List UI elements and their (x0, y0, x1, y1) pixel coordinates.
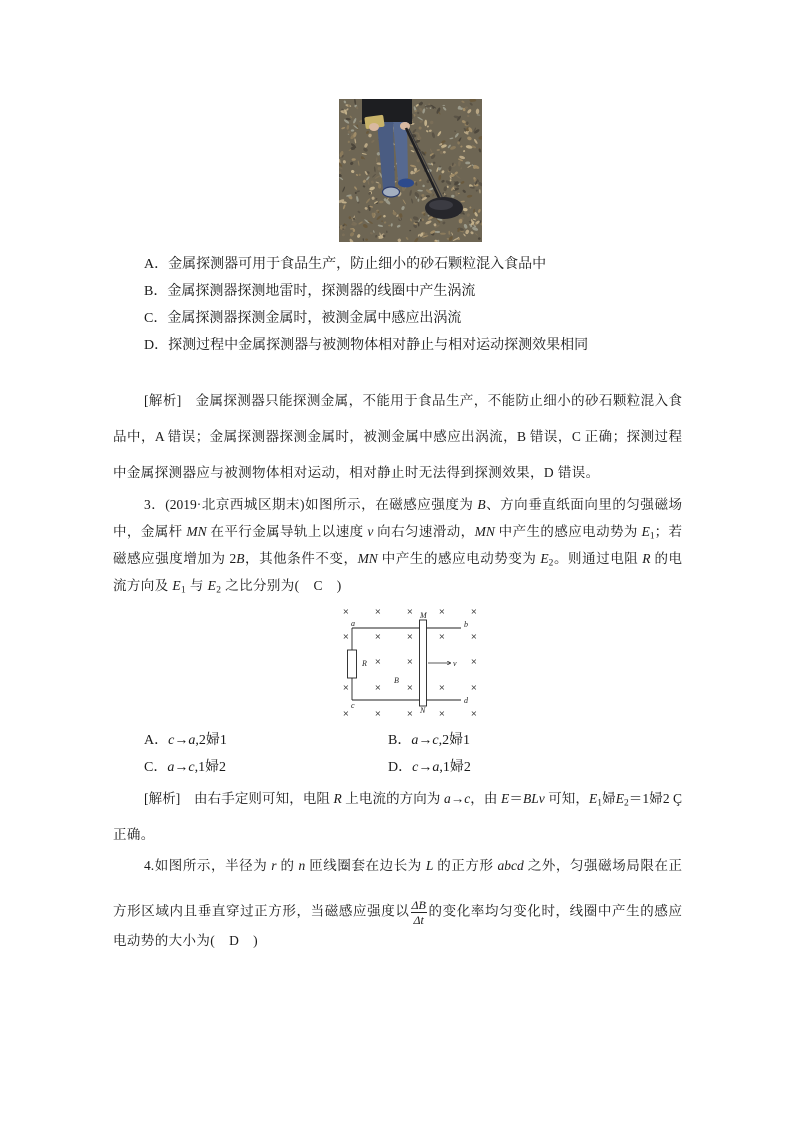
q3-stem-line-4 (113, 576, 342, 600)
q3-option-a (144, 731, 227, 751)
resistor (348, 650, 357, 678)
text-run: 。则通过电阻 (553, 551, 643, 566)
fraction (411, 899, 427, 926)
leaf (426, 195, 430, 197)
fraction-denominator: Δt (413, 913, 424, 927)
text-run: [解析] (144, 393, 182, 408)
q3-analysis-line-1 (144, 789, 682, 813)
math-variable: BLv (522, 791, 545, 806)
text-run: 上电流的方向为 (341, 791, 444, 806)
math-variable: c (188, 760, 195, 775)
math-variable: E (501, 791, 510, 806)
math-variable: c (464, 791, 471, 806)
math-variable: B (477, 497, 486, 512)
field-cross: × (374, 607, 382, 616)
text-run: ,1婦2 (439, 760, 471, 775)
text-run: 品中，A 错误；金属探测器探测金属时，被测金属中感应出涡流，B 错误，C 正确；探测过程 (113, 429, 682, 444)
detector-coil-highlight (429, 200, 453, 210)
field-cross: × (406, 709, 414, 718)
text-run: 之外，匀强磁场局限在正 (523, 858, 683, 873)
label-b-field: B (394, 676, 399, 685)
text-run: ,2婦1 (195, 733, 227, 748)
math-variable: a (188, 733, 196, 748)
text-run: D． (388, 760, 413, 775)
field-cross: × (342, 632, 350, 641)
text-run: 金属探测器只能探测金属，不能用于食品生产，不能防止细小的砂石颗粒混入食 (181, 393, 683, 408)
math-variable: a (443, 791, 451, 806)
circuit-diagram (330, 600, 490, 725)
text-run: ＝ (509, 791, 523, 806)
q4-stem-line-2 (113, 899, 682, 926)
math-variable: E (172, 578, 182, 593)
math-variable: MN (357, 551, 378, 566)
text-run: 正确。 (113, 827, 155, 842)
text-run: 的电 (650, 551, 683, 566)
text-run: 电动势的大小为( D ) (113, 933, 259, 948)
label-d: d (464, 696, 468, 705)
math-variable: R (333, 791, 342, 806)
text-run: ,1婦2 (194, 760, 227, 775)
text-run: 由右手定则可知，电阻 (180, 791, 334, 806)
math-variable: a (411, 733, 419, 748)
leaf (442, 105, 445, 106)
field-cross: × (374, 683, 382, 692)
left-shoe (383, 187, 400, 197)
field-cross: × (406, 607, 414, 616)
field-cross: × (342, 607, 350, 616)
option-c: C．金属探测器探测金属时，被测金属中感应出涡流 (144, 311, 462, 326)
label-v: v (453, 659, 457, 668)
math-variable: a (167, 760, 175, 775)
math-variable: n (298, 858, 306, 873)
label-r: R (362, 659, 367, 668)
text-run: ，由 (470, 791, 501, 806)
subscript: 1 (181, 585, 187, 596)
option-a: A．金属探测器可用于食品生产，防止细小的砂石颗粒混入食品中 (144, 257, 547, 272)
math-variable: c (432, 733, 439, 748)
q3-stem-line-3 (113, 549, 682, 573)
text-run: 3．(2019·北京西城区期末)如图所示，在磁感应强度为 (144, 497, 478, 512)
field-cross: × (406, 657, 414, 666)
q3-stem-line-2 (113, 522, 682, 546)
field-cross: × (438, 607, 446, 616)
text-run: 的 (276, 858, 299, 873)
text-run: 婦 (601, 791, 616, 806)
option-d: D．探测过程中金属探测器与被测物体相对静止与相对运动探测效果相同 (144, 338, 589, 353)
field-cross: × (438, 632, 446, 641)
math-variable: c (168, 733, 175, 748)
text-run: 方形区域内且垂直穿过正方形，当磁感应强度以 (113, 903, 410, 919)
field-cross: × (470, 657, 478, 666)
math-variable: E (641, 524, 650, 539)
field-cross: × (374, 657, 382, 666)
q3-analysis-line-2 (113, 825, 155, 845)
text-run: [解析] (144, 791, 181, 806)
math-variable: r (271, 858, 277, 873)
option-b: B．金属探测器探测地雷时，探测器的线圈中产生涡流 (144, 284, 476, 299)
field-cross: × (438, 709, 446, 718)
text-run: 匝线圈套在边长为 (305, 858, 426, 873)
math-variable: E (207, 578, 217, 593)
field-cross: × (470, 632, 478, 641)
field-cross: × (342, 709, 350, 718)
text-run: ＝1婦2 Ç (628, 791, 683, 806)
q3-option-d (388, 758, 471, 778)
text-run: 可知， (544, 791, 590, 806)
math-variable: c (412, 760, 419, 775)
q3-option-c (144, 758, 226, 778)
field-cross: × (342, 683, 350, 692)
q2-analysis-line-1 (144, 391, 682, 411)
metal-detector-photo (339, 99, 482, 242)
text-run: 的正方形 (433, 858, 498, 873)
text-run: 中金属探测器应与被测物体相对运动，相对静止时无法得到探测效果，D 错误。 (113, 465, 600, 480)
text-run: 的变化率均匀变化时，线圈中产生的感应 (427, 903, 683, 919)
q3-stem-line-1 (144, 495, 682, 515)
label-m: M (420, 611, 427, 620)
text-run: 向右匀速滑动， (373, 524, 475, 539)
text-run: 之比分别为( C ) (221, 578, 342, 593)
text-run: 中，金属杆 (113, 524, 187, 539)
text-run: → (418, 760, 433, 775)
leaf (440, 233, 446, 235)
subscript: 2 (548, 558, 554, 569)
math-variable: R (642, 551, 651, 566)
label-a: a (351, 619, 355, 628)
math-variable: E (589, 791, 598, 806)
text-run: B． (388, 733, 412, 748)
text-run: ,2婦1 (438, 733, 471, 748)
label-n: N (420, 706, 426, 715)
fraction-numerator: ΔB (411, 898, 426, 912)
math-variable: MN (186, 524, 207, 539)
text-run: ，其他条件不变， (244, 551, 358, 566)
q2-analysis-line-3 (113, 463, 600, 483)
subscript: 1 (649, 531, 655, 542)
subscript: 2 (623, 798, 629, 809)
field-cross: × (470, 607, 478, 616)
field-cross: × (406, 632, 414, 641)
math-variable: a (432, 760, 440, 775)
field-cross: × (406, 683, 414, 692)
math-variable: MN (474, 524, 495, 539)
label-b: b (464, 620, 468, 629)
q4-stem-line-1 (144, 856, 682, 876)
field-cross: × (374, 632, 382, 641)
math-variable: abcd (497, 858, 524, 873)
field-cross: × (374, 709, 382, 718)
math-variable: E (615, 791, 624, 806)
text-run: 中产生的感应电动势变为 (377, 551, 541, 566)
text-run: 、方向垂直纸面向里的匀强磁场 (485, 497, 682, 512)
math-variable: B (236, 551, 245, 566)
q3-option-b (388, 731, 470, 751)
text-run: C． (144, 760, 168, 775)
q4-stem-line-3 (113, 931, 258, 951)
text-run: 磁感应强度增加为 2 (113, 551, 237, 566)
text-run: ；若 (654, 524, 683, 539)
text-run: → (450, 791, 465, 806)
field-cross: × (470, 683, 478, 692)
right-shoe (398, 179, 414, 188)
subscript: 1 (597, 798, 602, 809)
label-c: c (351, 701, 355, 710)
text-run: 与 (186, 578, 208, 593)
q2-analysis-line-2 (113, 427, 682, 447)
math-variable: v (367, 524, 374, 539)
subscript: 2 (216, 585, 222, 596)
text-run: 流方向及 (113, 578, 173, 593)
text-run: → (174, 760, 189, 775)
text-run: 在平行金属导轨上以速度 (206, 524, 368, 539)
math-variable: E (540, 551, 549, 566)
field-cross: × (438, 683, 446, 692)
leaf (353, 229, 355, 232)
text-run: → (418, 733, 433, 748)
metal-rod-mn (420, 620, 427, 706)
field-cross: × (470, 709, 478, 718)
text-run: A． (144, 733, 169, 748)
math-variable: L (425, 858, 434, 873)
text-run: → (174, 733, 189, 748)
text-run: 4.如图所示，半径为 (144, 858, 272, 873)
left-hand (369, 123, 379, 131)
text-run: 中产生的感应电动势为 (494, 524, 642, 539)
